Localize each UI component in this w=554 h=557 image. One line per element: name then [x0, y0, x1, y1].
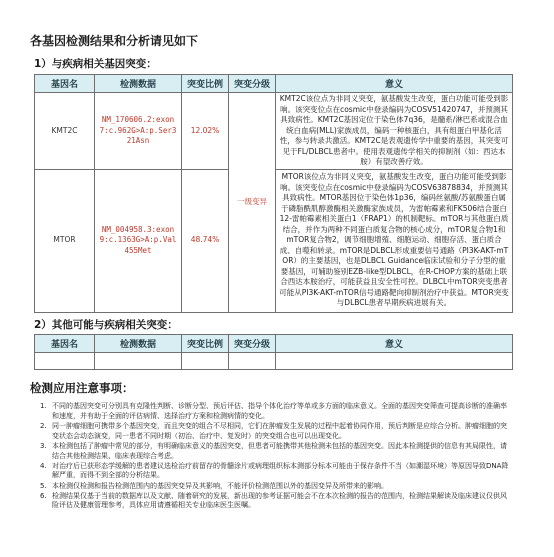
meaning-text: MTOR该位点为非同义突变，氨基酸发生改变，蛋白功能可能受到影响。该突变位点在cosmic中登录编码为COSV63878834，并预测其具致病性。MTOR基因位于染色体1p36，编码丝氨酸/苏氨酸蛋白属于磷脂酰肌醇激酶相关激酶家族成员，为雷帕霉素和FK506结合蛋白12-雷帕霉素相关蛋白1（FRAP1）的机制靶标。mTOR与其他蛋白质结合，并作为两种不同蛋白质复合物的核心成分，mTOR复合物1和mTOR复合物2，调节细胞增殖、细胞运动、细胞存活、蛋白质合成、自噬和转录。mTOR是DLBCL形成重要信号通路（PI3K-AKT-mTOR）的主要基因，也是DLBCL Guidance临床试验和分子分型的重要基因，可辅助鉴别EZB-like型DLBCL，在R-CHOP方案的基础上联合西达本胺治疗，可能获益且安全性可控。DLBCL中mTOR突变患者可能从PI3K-AKT-mTOR信号通路靶向抑制剂治疗中获益。MTOR突变与DLBCL患者早期疾病进展有关。 — [276, 169, 513, 312]
list-number: 1. — [40, 402, 47, 410]
note-text: 本检测包括了肿瘤中常见的部分，有明确临床意义的基因突变，但患者可能携带其他检测未包括的基因突变。因此本检测提供的信息有其局限性，请结合其他检测结果、临床表现综合考虑。 — [52, 441, 507, 460]
list-number: 5. — [40, 481, 47, 490]
table-header-row — [35, 335, 513, 353]
header-meaning: 意义 — [276, 335, 513, 353]
header-meaning: 意义 — [276, 75, 513, 93]
header-ratio: 突变比例 — [182, 335, 229, 353]
empty-cell — [276, 353, 513, 370]
table-header-row — [35, 75, 513, 93]
list-number: 3. — [40, 441, 47, 450]
empty-cell — [35, 353, 95, 370]
disease-gene-table — [34, 74, 513, 313]
section-title-disease-related: 1）与疾病相关基因突变： — [34, 58, 157, 70]
notes-list — [40, 402, 510, 512]
header-grade: 突变分级 — [229, 335, 276, 353]
note-text: 本检测仅检测和报告检测范围内的基因突变异及其影响，不能评价检测范围以外的基因变异及所带来的影响。 — [52, 481, 388, 490]
list-item — [40, 442, 510, 462]
list-item — [40, 462, 510, 482]
header-ratio: 突变比例 — [182, 75, 229, 93]
meaning-text: KMT2C该位点为非同义突变，氨基酸发生改变，蛋白功能可能受到影响。该突变位点在cosmic中登录编码为COSV51420747，并预测其具致病性。KMT2C基因定位于染色体7q36，是髓系/淋巴系或混合血统白血病(MLL)家族成员，编码一种核蛋白，具有组蛋白甲基化活性，参与转录共激活。KMT2C是表观遗传学中重要的基因，其突变可见于FL/DLBCL患者中。使用表观遗传学相关的抑制剂（如：西达本胺）有望改善疗效。 — [276, 93, 513, 170]
table-row — [35, 353, 513, 370]
empty-cell — [229, 353, 276, 370]
list-number: 2. — [40, 421, 47, 430]
gene-name: MTOR — [35, 169, 95, 312]
note-text: 检测结果仅基于当前的数据库以及文献、随着研究的发展，新出现的参考证据可能会不在本次检测的报告的范围内，检测结果解读及临床建议仅供风险评估及健康管理参考，具体应用请遵循相关专业临床医生医嘱。 — [52, 491, 507, 510]
list-number: 6. — [40, 491, 47, 500]
note-text: 同一肿瘤细胞可携带多个基因突变，而且突变的组合不尽相同，它们在肿瘤发生发展的过程中起着协同作用，预后判断是应综合分析。肿瘤细胞的突变状态会动态演变，同一患者不同时期（初治、治疗中、复发时）的突变组合也可以出现变化。 — [52, 421, 507, 440]
list-number: 4. — [40, 461, 47, 470]
page-title: 各基因检测结果和分析请见如下 — [30, 34, 199, 48]
header-data: 检测数据 — [95, 335, 182, 353]
list-item — [40, 482, 510, 492]
notes-title: 检测应用注意事项： — [30, 381, 134, 395]
table-row — [35, 93, 513, 170]
detection-data: NM_004958.3:exon9:c.1363G>A:p.Val455Met — [95, 169, 182, 312]
note-text: 不同的基因突变可分别具有克隆性判断、诊断分型、预后评估、指导个体化治疗等单或多方面的临床意义。全面的基因突变筛查可提高诊断的准确率和速度，并有助于全面的评估病情、选择治疗方案和检测病情的变化。 — [52, 402, 507, 420]
list-item — [40, 422, 510, 442]
note-text: 对治疗后已获形态学缓解的患者建议选检治疗前留存的骨髓涂片或病理组织标本测部分标本可能由于保存条件不当（如潮湿环境）等原因导致DNA降解严重，而得不到全部的分析结果。 — [52, 461, 509, 480]
header-gene: 基因名 — [35, 75, 95, 93]
gene-name: KMT2C — [35, 93, 95, 170]
section-title-other: 2）其他可能与疾病相关突变： — [34, 319, 178, 331]
empty-cell — [95, 353, 182, 370]
list-item — [40, 492, 510, 512]
detection-data: NM_170606.2:exon7:c.962G>A:p.Ser321Asn — [95, 93, 182, 170]
list-item — [40, 402, 510, 422]
header-grade: 突变分级 — [229, 75, 276, 93]
header-gene: 基因名 — [35, 335, 95, 353]
empty-cell — [182, 353, 229, 370]
mutation-ratio: 48.74% — [182, 169, 229, 312]
other-gene-table — [34, 334, 513, 370]
mutation-ratio: 12.02% — [182, 93, 229, 170]
header-data: 检测数据 — [95, 75, 182, 93]
mutation-grade: 一级变异 — [229, 93, 276, 313]
